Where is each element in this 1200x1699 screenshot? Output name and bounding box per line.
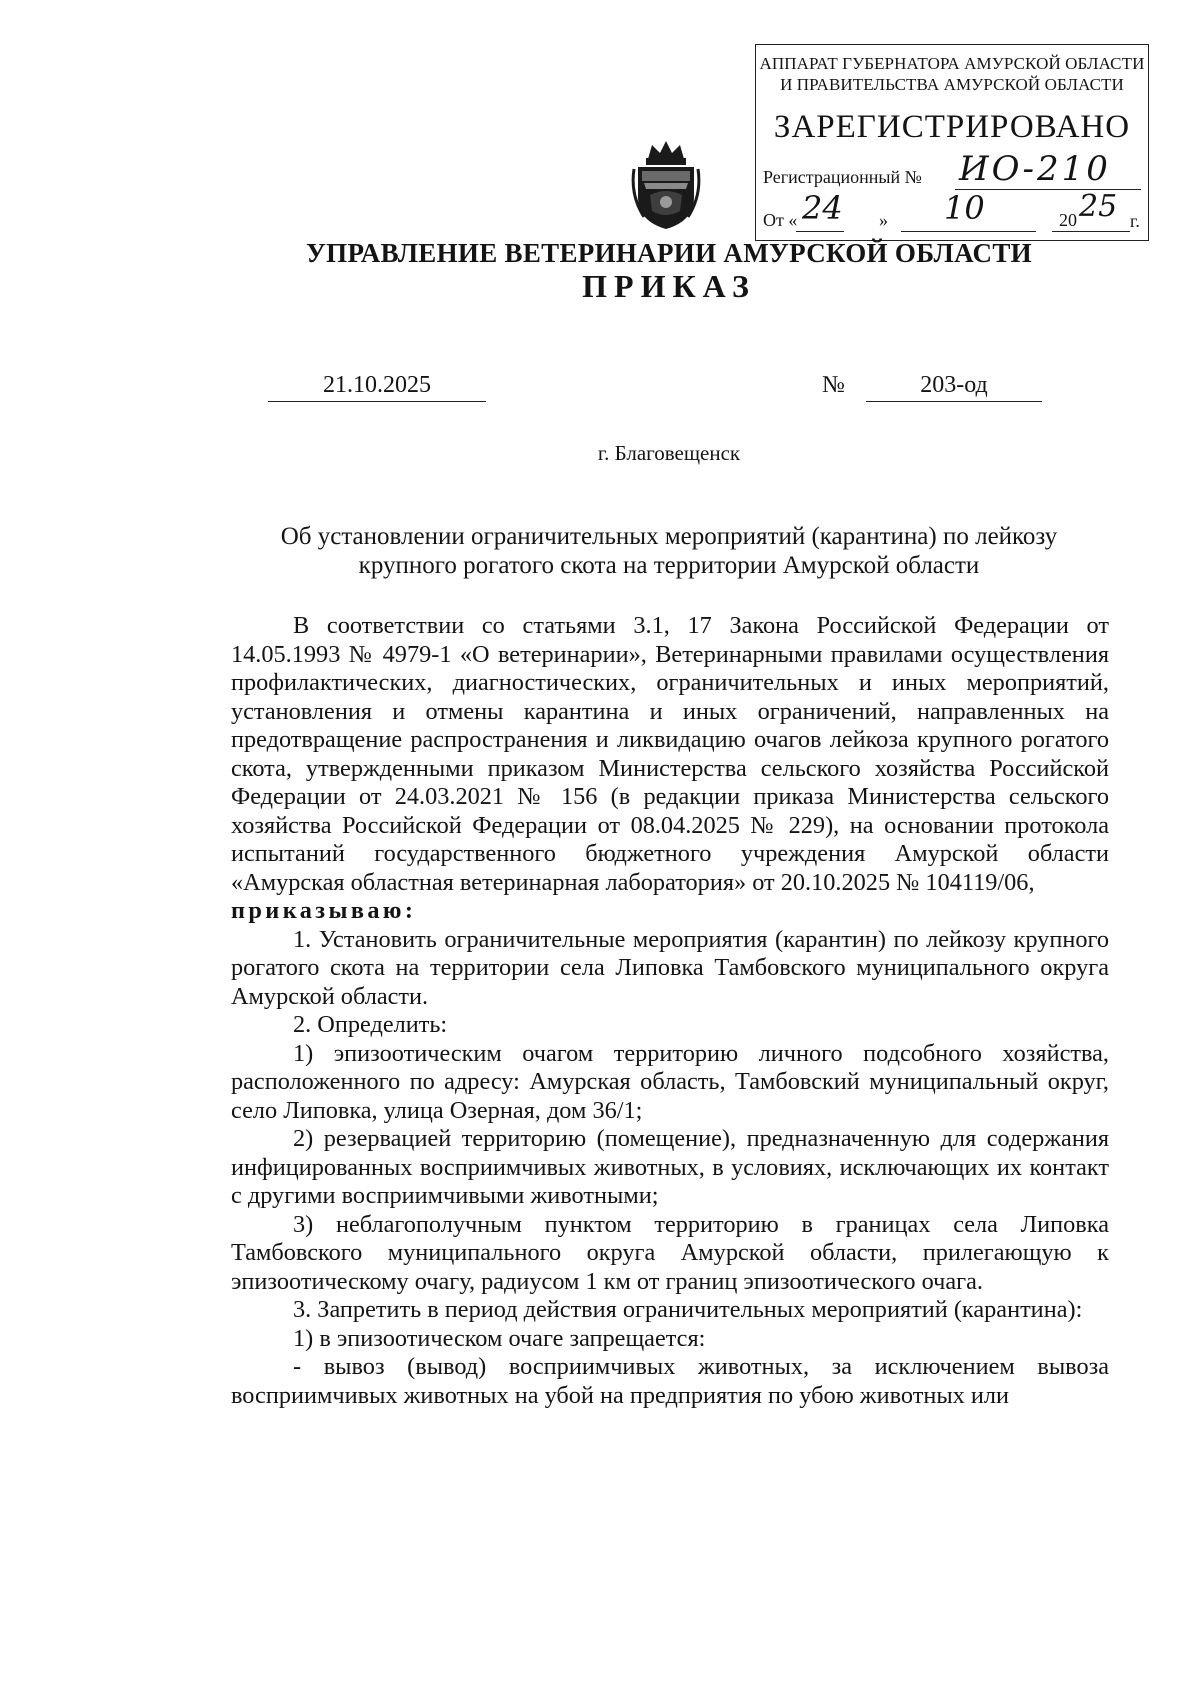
stamp-org-line2: И ПРАВИТЕЛЬСТВА АМУРСКОЙ ОБЛАСТИ bbox=[780, 75, 1124, 94]
stamp-date-prefix: От « bbox=[763, 210, 798, 230]
order-subject bbox=[250, 522, 1088, 580]
item-2-3-paragraph: 3) неблагополучным пунктом территорию в границах села Липовка Тамбовского муниципального округа Амурской области, прилегающую к эпизоотическому очагу, радиусом 1 км от границ эпизоотического очага. bbox=[231, 1210, 1109, 1295]
stamp-day: 24 bbox=[802, 189, 843, 227]
preamble-paragraph: В соответствии со статьями 3.1, 17 Закона Российской Федерации от 14.05.1993 № 4979-1 «О ветеринарии», Ветеринарными правилами осуществления профилактических, диагностических, ограничительных и иных мероприятий, установления и отмены карантина и иных ограничений, направленных на предотвращение распространения и ликвидацию очагов лейкоза крупного рогатого скота, утвержденными приказом Министерства сельского хозяйства Российской Федерации от 24.03.2021 № 156 (в редакции приказа Министерства сельского хозяйства Российской Федерации от 08.04.2025 № 229), на основании протокола испытаний государственного бюджетного учреждения Амурской области «Амурская областная ветеринарная лаборатория» от 20.10.2025 № 104119/06, bbox=[231, 612, 1109, 896]
order-number: 203-од bbox=[866, 372, 1042, 402]
subject-line2: крупного рогатого скота на территории Амурской области bbox=[358, 552, 980, 579]
stamp-reg-label: Регистрационный № bbox=[763, 167, 922, 187]
item-3-1-a-paragraph: - вывоз (вывод) восприимчивых животных, за исключением вывоза восприимчивых животных на убой на предприятия по убою животных или bbox=[231, 1353, 1109, 1409]
order-date: 21.10.2025 bbox=[268, 372, 486, 402]
document-type-title: ПРИКАЗ bbox=[582, 268, 756, 304]
stamp-reg-number: ИО-210 bbox=[959, 149, 1111, 189]
stamp-day-underline bbox=[796, 231, 844, 232]
coat-of-arms-icon bbox=[630, 139, 702, 231]
stamp-year-prefix: 20 bbox=[1059, 210, 1077, 230]
item-3-1-paragraph: 1) в эпизоотическом очаге запрещается: bbox=[293, 1324, 706, 1352]
stamp-organization bbox=[756, 53, 1148, 95]
decree-word: приказываю: bbox=[231, 897, 417, 924]
item-3-paragraph: 3. Запретить в период действия ограничительных мероприятий (карантина): bbox=[293, 1296, 1083, 1323]
subject-line1: Об установлении ограничительных мероприятий (карантина) по лейкозу bbox=[280, 523, 1058, 550]
stamp-registration-row bbox=[763, 145, 1143, 189]
stamp-month: 10 bbox=[944, 189, 985, 227]
stamp-title: ЗАРЕГИСТРИРОВАНО bbox=[773, 109, 1131, 145]
item-2-2-paragraph: 2) резервацией территорию (помещение), предназначенную для содержания инфицированных восприимчивых животных, в условиях, исключающих их контакт с другими восприимчивыми животными; bbox=[231, 1125, 1109, 1209]
item-2-1-paragraph: 1) эпизоотическим очагом территорию личного подсобного хозяйства, расположенного по адресу: Амурская область, Тамбовский муниципальный округ, село Липовка, улица Озерная, дом 36/1; bbox=[231, 1039, 1109, 1124]
stamp-org-line1: АППАРАТ ГУБЕРНАТОРА АМУРСКОЙ ОБЛАСТИ bbox=[759, 54, 1145, 73]
order-city: г. Благовещенск bbox=[597, 441, 741, 465]
stamp-year-mark: г. bbox=[1130, 211, 1140, 231]
stamp-year-suffix: 25 bbox=[1079, 189, 1118, 224]
registration-stamp bbox=[755, 44, 1149, 240]
stamp-year-underline bbox=[1052, 231, 1130, 232]
item-2-paragraph: 2. Определить: bbox=[293, 1011, 448, 1038]
order-body bbox=[231, 612, 1109, 1410]
stamp-day-close: » bbox=[879, 210, 888, 230]
agency-name: УПРАВЛЕНИЕ ВЕТЕРИНАРИИ АМУРСКОЙ ОБЛАСТИ bbox=[306, 238, 1032, 268]
order-number-label: № bbox=[822, 372, 845, 398]
item-1-paragraph: 1. Установить ограничительные мероприятия (карантин) по лейкозу крупного рогатого скота на территории села Липовка Тамбовского муниципального округа Амурской области. bbox=[231, 925, 1109, 1010]
stamp-month-underline bbox=[901, 231, 1036, 232]
